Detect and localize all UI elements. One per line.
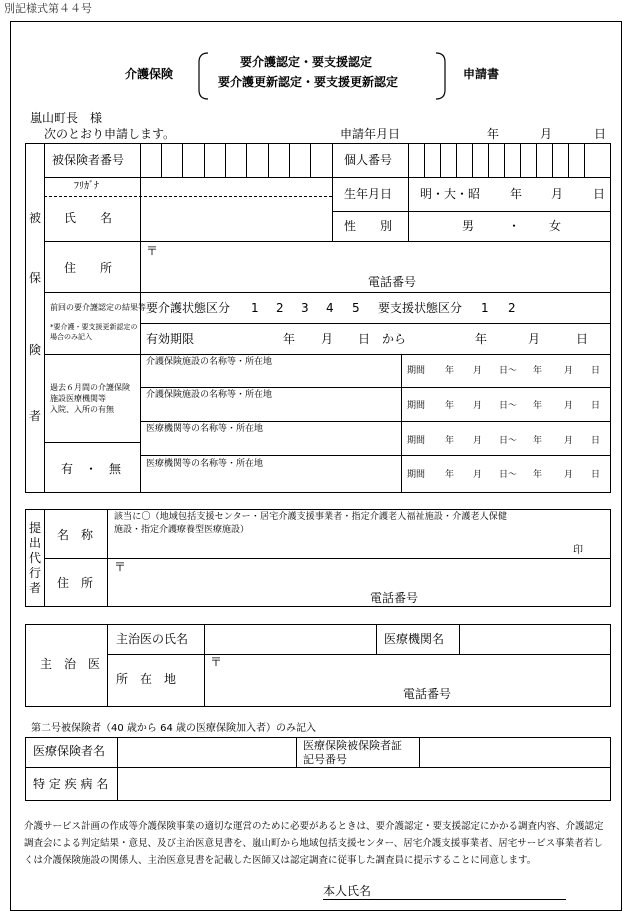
birth-label: 生年月日 — [344, 187, 393, 201]
signature-label: 本人氏名 — [323, 884, 372, 898]
agent-side-3: 代 — [29, 551, 42, 565]
agent-side-2: 出 — [29, 536, 42, 550]
care-level-label: 要介護状態区分 — [146, 301, 231, 315]
signature-line — [323, 899, 566, 900]
second-insured-title: 第二号被保険者（40 歳から 64 歳の医療保険加入者）のみ記入 — [31, 723, 316, 734]
support-level-2: 2 — [508, 301, 516, 315]
doctor-section-label: 主 治 医 — [40, 657, 101, 671]
facility-note-1: 過去６月間の介護保険 — [50, 383, 130, 392]
insured-number-label: 被保険者番号 — [52, 153, 125, 167]
application-year: 年 — [487, 127, 500, 141]
title-line-1: 要介護認定・要支援認定 — [240, 55, 373, 69]
care-level-4: 4 — [326, 301, 334, 315]
birth-year: 年 — [510, 187, 523, 201]
doctor-name-label: 主治医の氏名 — [116, 632, 189, 646]
doctor-address-label: 所 在 地 — [116, 672, 177, 686]
support-level-1: 1 — [481, 301, 489, 315]
facility-yes-no: 有 ・ 無 — [61, 462, 122, 476]
application-date-label: 申請年月日 — [340, 127, 401, 141]
agent-side-5: 者 — [29, 581, 42, 595]
valid-from-suffix: から — [382, 332, 407, 346]
prev-result-note-1: 前回の要介護認定の結果等 — [50, 303, 146, 312]
sex-male: 男 — [462, 219, 475, 233]
birth-day: 日 — [593, 187, 606, 201]
valid-to-year: 年 — [475, 332, 488, 346]
facility-4-label: 医療機関等の名称等・所在地 — [146, 459, 264, 469]
agent-note-1: 該当に〇（地域包括支援センター・居宅介護支援事業者・指定介護老人福祉施設・介護老人保健 — [114, 512, 508, 522]
card-label-1: 医療保険被保険者証 — [303, 739, 402, 752]
care-level-5: 5 — [352, 301, 360, 315]
facility-3-label: 医療機関等の名称等・所在地 — [146, 424, 264, 434]
right-bracket — [434, 52, 448, 100]
address-label: 住 所 — [64, 261, 113, 275]
valid-period-label: 有効期限 — [146, 332, 195, 346]
facility-note-2: 施設医療機関等 — [50, 394, 106, 403]
birth-era: 明・大・昭 — [420, 187, 481, 201]
insured-side-4: 者 — [29, 409, 42, 423]
agent-side-1: 提 — [29, 521, 42, 535]
insured-side-2: 保 — [29, 271, 42, 285]
insurer-label: 医療保険者名 — [33, 744, 106, 758]
personal-number-label: 個人番号 — [344, 153, 393, 167]
doctor-phone-label: 電話番号 — [403, 687, 452, 701]
sex-female: 女 — [549, 219, 562, 233]
insured-side-1: 被 — [29, 211, 42, 225]
sex-separator: ・ — [508, 219, 521, 233]
intro-text: 次のとおり申請します。 — [44, 127, 176, 141]
addressee: 嵐山町長 様 — [30, 111, 103, 125]
agent-address-label: 住 所 — [57, 576, 94, 590]
doctor-section — [25, 624, 611, 707]
left-bracket — [196, 52, 210, 100]
facility-note-3: 入院、入所の有無 — [50, 405, 114, 414]
valid-from-year: 年 — [283, 332, 296, 346]
disease-label: 特 定 疾 病 名 — [33, 777, 109, 791]
furigana-label: ﾌﾘｶﾞﾅ — [74, 181, 99, 192]
postal-mark: 〒 — [146, 244, 159, 258]
valid-from-day: 日 — [358, 332, 371, 346]
agent-side-4: 行 — [29, 566, 42, 580]
facility-2-label: 介護保険施設の名称等・所在地 — [146, 390, 273, 400]
title-suffix: 申請書 — [463, 67, 500, 81]
card-label-2: 記号番号 — [303, 753, 347, 766]
support-level-label: 要支援状態区分 — [378, 301, 463, 315]
application-month: 月 — [540, 127, 553, 141]
care-level-1: 1 — [251, 301, 259, 315]
agent-name-label: 名 称 — [57, 528, 94, 542]
birth-month: 月 — [551, 187, 564, 201]
valid-to-month: 月 — [528, 332, 541, 346]
name-label: 氏 名 — [64, 211, 113, 225]
phone-label: 電話番号 — [368, 275, 417, 289]
title-line-2: 要介護更新認定・要支援更新認定 — [218, 75, 399, 89]
consent-text: 介護サービス計画の作成等介護保険事業の適切な運営のために必要があるときは、要介護認定・要支援認定にかかる調査内容、介護認定調査会による判定結果・意見、及び主治医意見書を、嵐山町から地域包括支援センター、居宅介護支援事業者、居宅サービス事業者若しくは介護保険施設の関係人、主治医意見書を記載した医師又は認定調査に従事した調査員に提示することに同意します。 — [24, 821, 604, 866]
agent-phone-label: 電話番号 — [370, 591, 419, 605]
agent-postal-mark: 〒 — [114, 560, 127, 574]
prev-result-note-2: *要介護・要支援更新認定の場合のみ記入 — [50, 323, 138, 341]
insured-side-3: 険 — [29, 343, 42, 357]
care-level-2: 2 — [276, 301, 284, 315]
form-number: 別記様式第４４号 — [4, 2, 92, 15]
doctor-postal-mark: 〒 — [210, 655, 223, 669]
valid-from-month: 月 — [321, 332, 334, 346]
facility-1-label: 介護保険施設の名称等・所在地 — [146, 357, 273, 367]
care-level-3: 3 — [301, 301, 309, 315]
application-day: 日 — [594, 127, 607, 141]
seal-mark: 印 — [573, 545, 583, 556]
institution-label: 医療機関名 — [384, 632, 445, 646]
valid-to-day: 日 — [576, 332, 589, 346]
title-prefix: 介護保険 — [125, 67, 174, 81]
agent-note-2: 施設・指定介護療養型医療施設） — [114, 525, 250, 535]
sex-label: 性 別 — [344, 219, 393, 233]
